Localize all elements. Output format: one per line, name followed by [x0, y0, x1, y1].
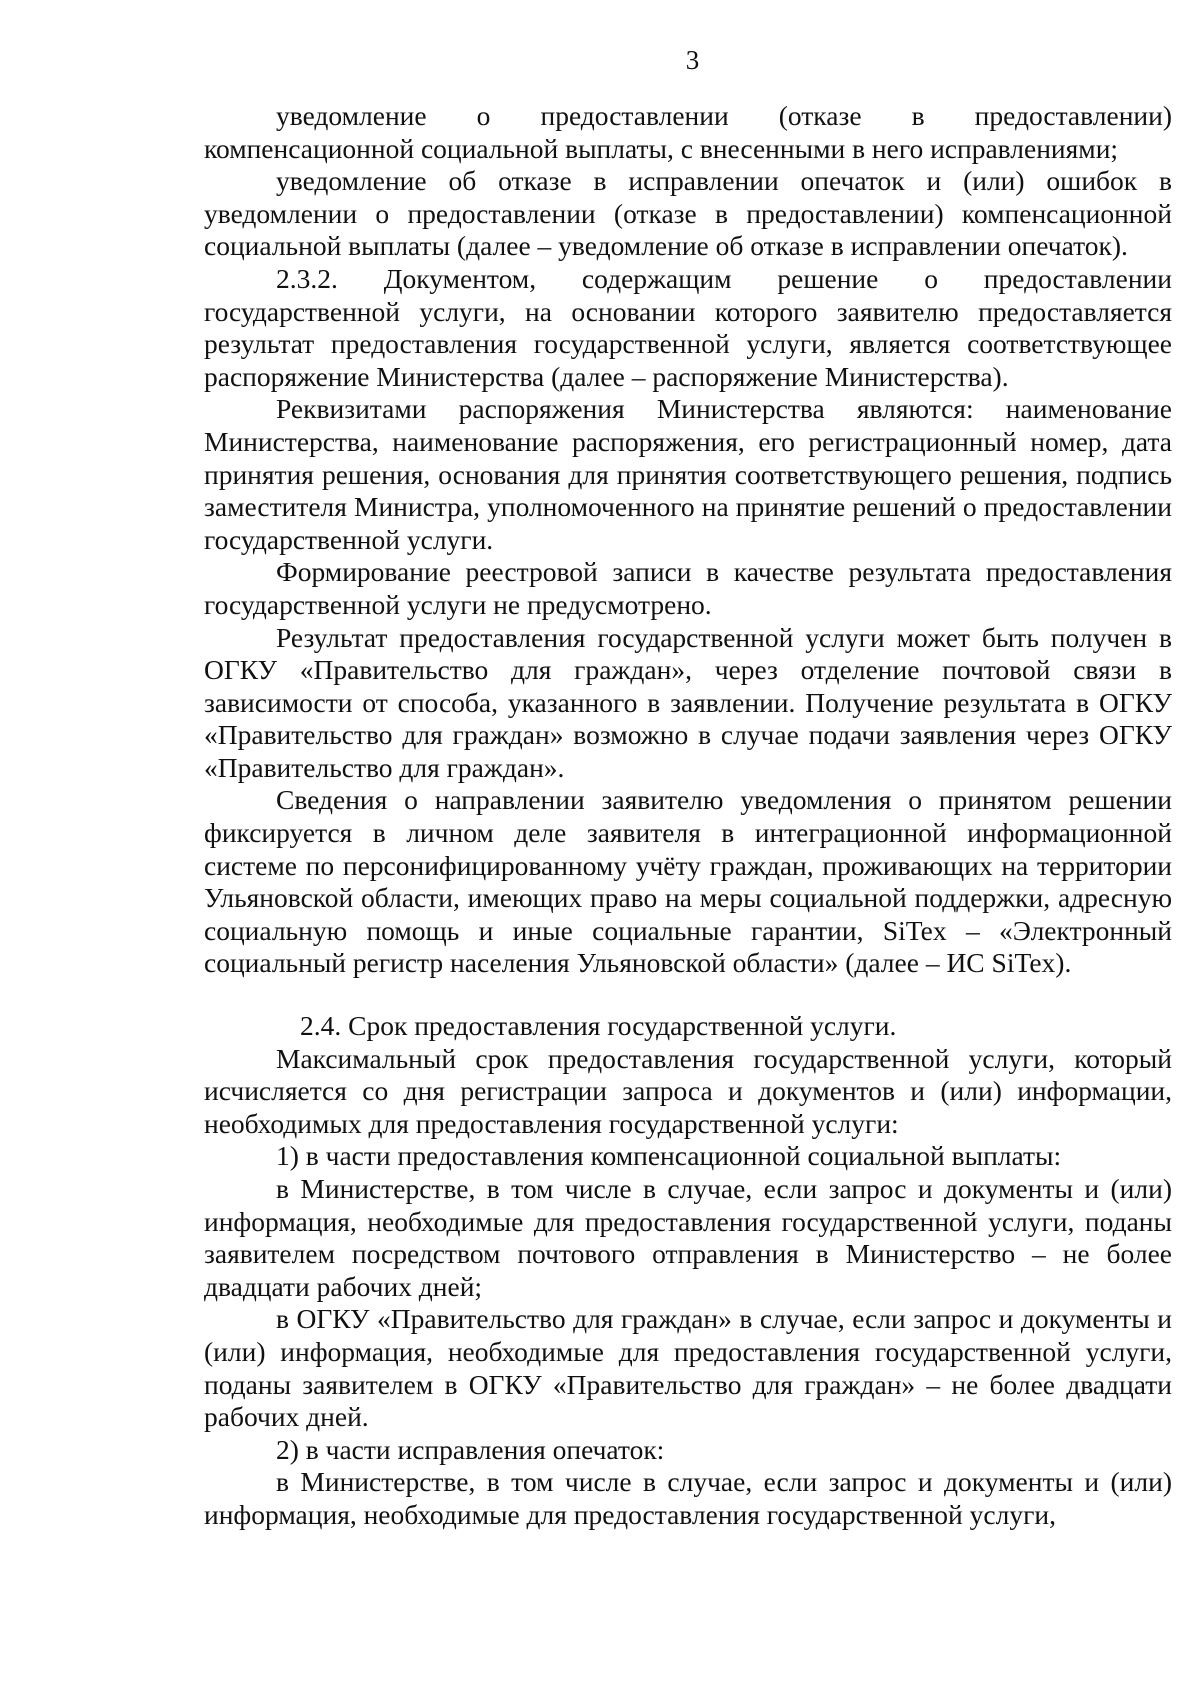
document-body — [204, 100, 1172, 1532]
paragraph-11: в ОГКУ «Правительство для граждан» в случае, если запрос и документы и (или) информация, необходимые для предоставления государственной услуги, поданы заявителем в ОГКУ «Правительство для граждан» – не более двадцати рабочих дней. — [204, 1303, 1172, 1433]
paragraph-3: 2.3.2. Документом, содержащим решение о предоставлении государственной услуги, на основании которого заявителю предоставляется результат предоставления государственной услуги, является соответствующее распоряжение Министерства (далее – распоряжение Министерства). — [204, 262, 1172, 392]
paragraph-9: 1) в части предоставления компенсационной социальной выплаты: — [276, 1140, 1062, 1172]
paragraph-13: в Министерстве, в том числе в случае, если запрос и документы и (или) информация, необходимые для предоставления государственной услуги, — [204, 1466, 1172, 1530]
paragraph-7: Сведения о направлении заявителю уведомления о принятом решении фиксируется в личном деле заявителя в интеграционной информационной системе по персонифицированному учёту граждан, проживающих на территории Ульяновской области, имеющих право на меры социальной поддержки, адресную социальную помощь и иные социальные гарантии, SiTex – «Электронный социальный регистр населения Ульяновской области» (далее – ИС SiTex). — [204, 784, 1172, 979]
paragraph-10: в Министерстве, в том числе в случае, если запрос и документы и (или) информация, необходимые для предоставления государственной услуги, поданы заявителем посредством почтового отправления в Министерство – не более двадцати рабочих дней; — [204, 1173, 1172, 1302]
paragraph-12: 2) в части исправления опечаток: — [276, 1433, 665, 1465]
paragraph-1: уведомление о предоставлении (отказе в предоставлении) компенсационной социальной выплаты, с внесенными в него исправлениями; — [204, 100, 1172, 164]
paragraph-4: Реквизитами распоряжения Министерства являются: наименование Министерства, наименование распоряжения, его регистрационный номер, дата принятия решения, основания для принятия соответствующего решения, подпись заместителя Министра, уполномоченного на принятие решений о предоставлении государственной услуги. — [204, 393, 1172, 555]
page-number: 3 — [685, 45, 700, 75]
section-heading: 2.4. Срок предоставления государственной услуги. — [300, 1010, 897, 1042]
paragraph-8: Максимальный срок предоставления государственной услуги, который исчисляется со дня регистрации запроса и документов и (или) информации, необходимых для предоставления государственной услуги: — [204, 1042, 1172, 1139]
paragraph-5: Формирование реестровой записи в качестве результата предоставления государственной услуги не предусмотрено. — [204, 556, 1172, 620]
paragraph-6: Результат предоставления государственной услуги может быть получен в ОГКУ «Правительство для граждан», через отделение почтовой связи в зависимости от способа, указанного в заявлении. Получение результата в ОГКУ «Правительство для граждан» возможно в случае подачи заявления через ОГКУ «Правительство для граждан». — [204, 621, 1172, 783]
paragraph-2: уведомление об отказе в исправлении опечаток и (или) ошибок в уведомлении о предоставлении (отказе в предоставлении) компенсационной социальной выплаты (далее – уведомление об отказе в исправлении опечаток). — [204, 165, 1172, 262]
